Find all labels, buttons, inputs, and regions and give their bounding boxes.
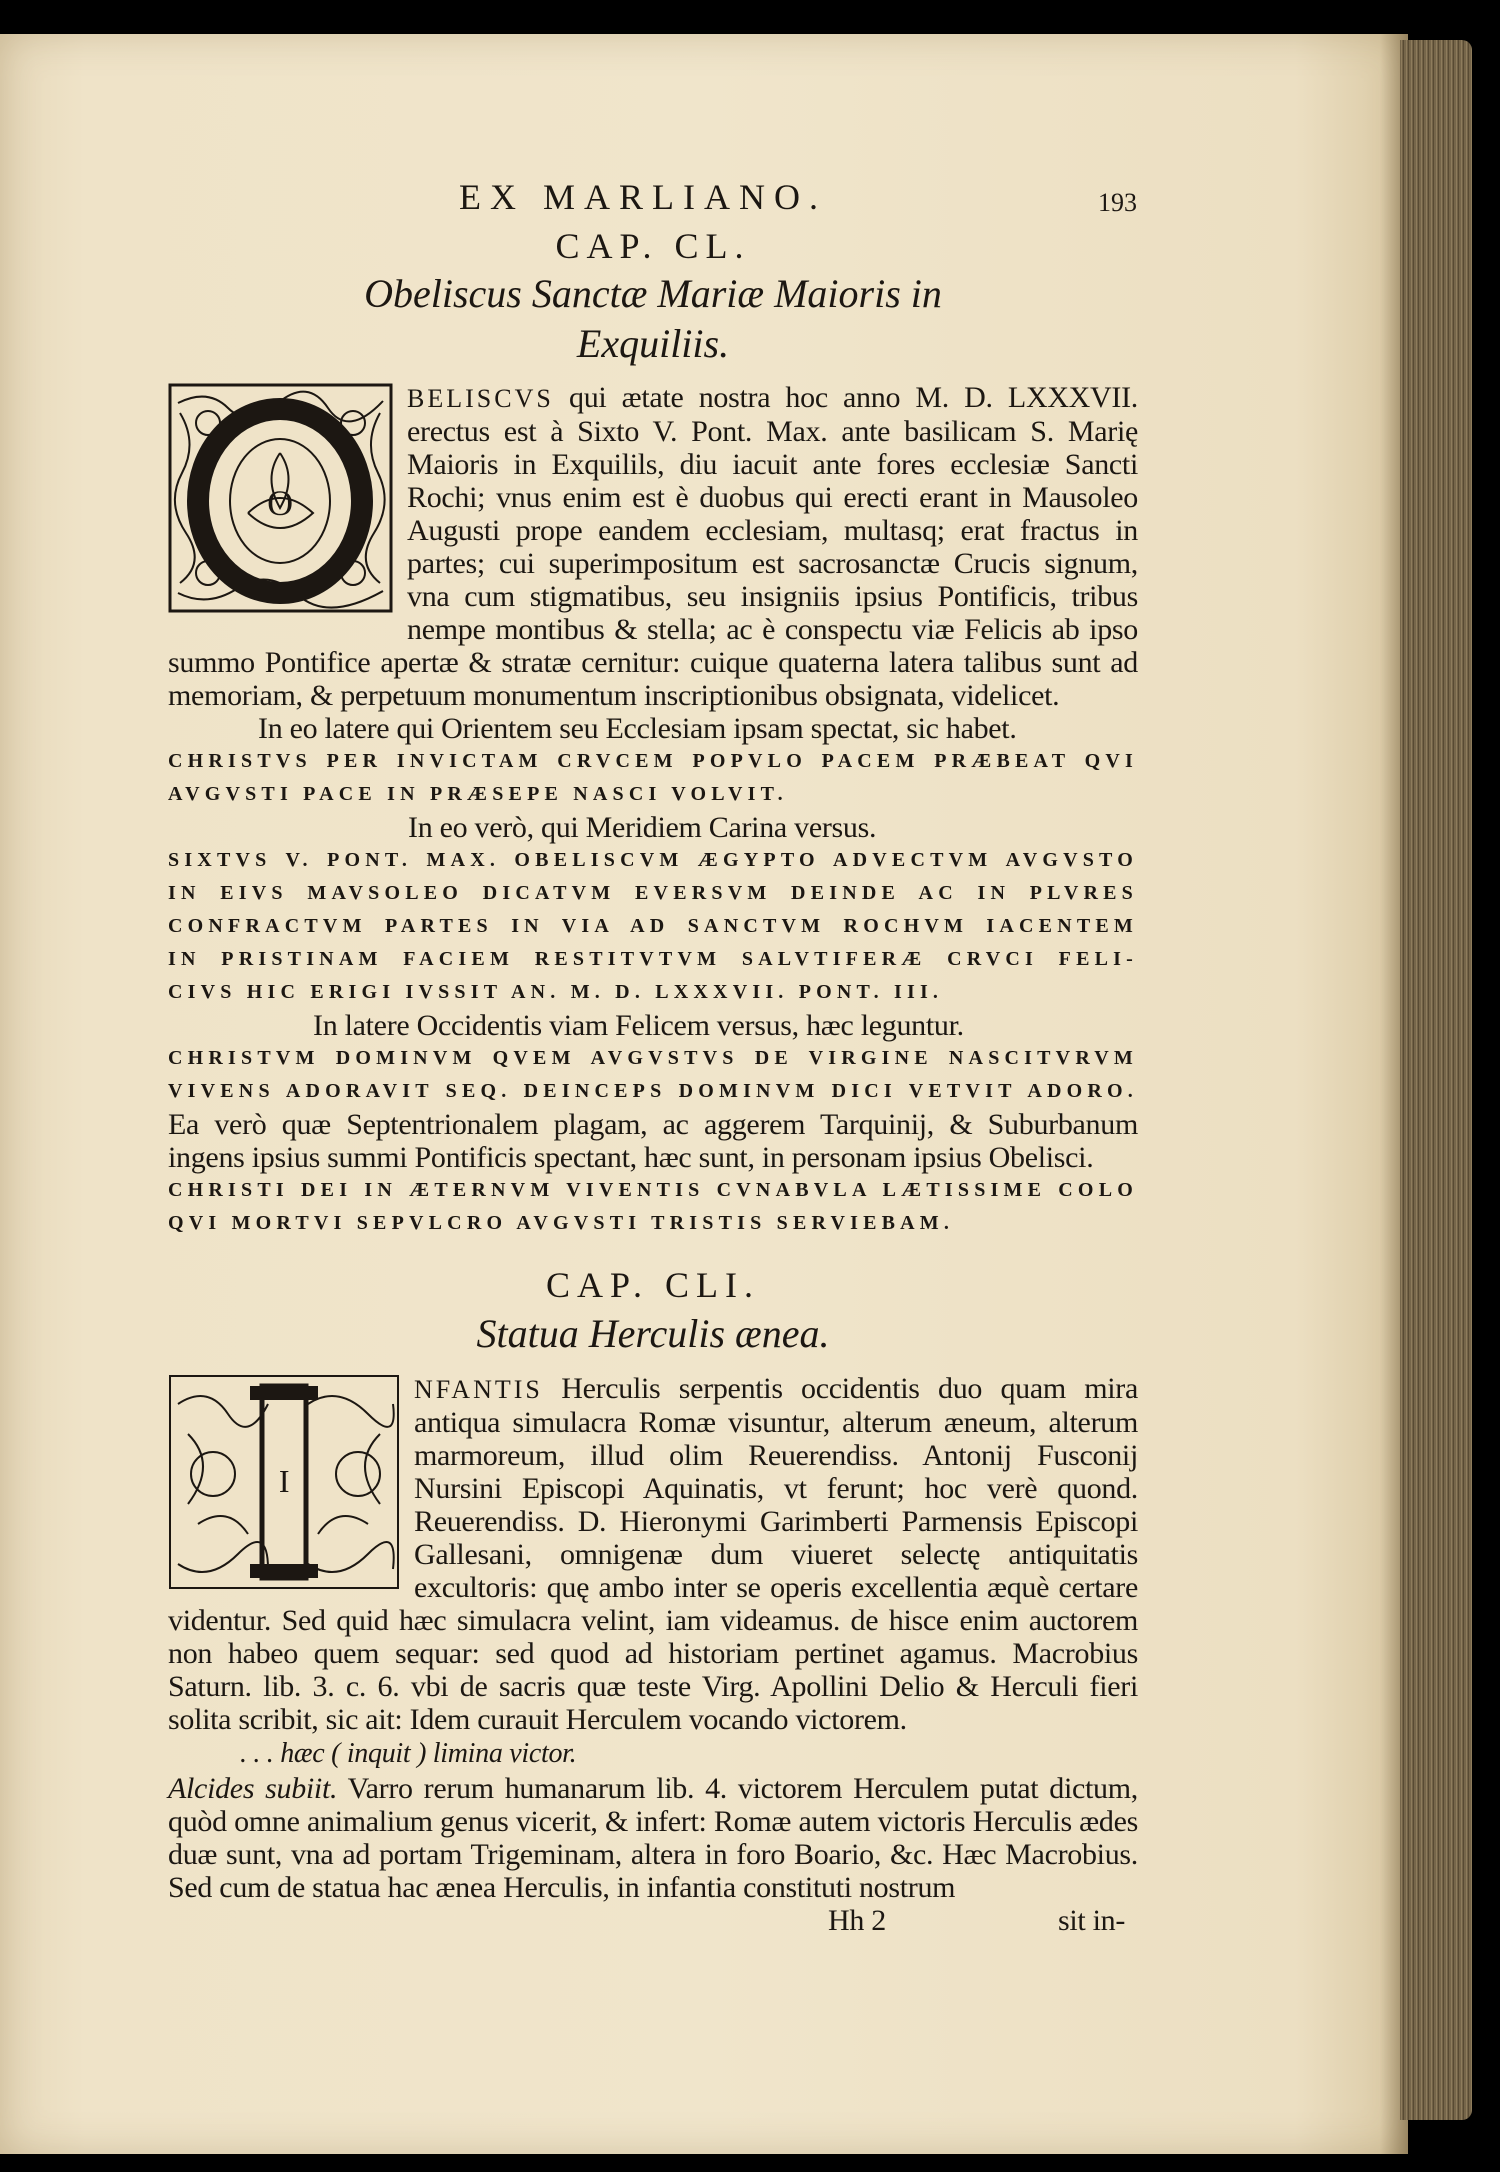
chapter-heading: CAP. CL. <box>555 226 751 266</box>
page-number: 193 <box>1098 188 1137 217</box>
decorated-initial-o <box>168 383 393 613</box>
inscription-line: VIVENS ADORAVIT SEQ. DEINCEPS DOMINVM DICI VETVIT ADORO. <box>168 1080 1138 1102</box>
svg-text:O: O <box>267 483 293 523</box>
inscription-line: CHRISTVS PER INVICTAM CRVCEM POPVLO PACEM PRÆBEAT QVI <box>168 750 1138 772</box>
lead-word: NFANTIS <box>414 1375 543 1404</box>
inscription-line: CIVS HIC ERIGI IVSSIT AN. M. D. LXXXVII. PONT. III. <box>168 981 944 1003</box>
chapter-body <box>168 1372 1138 1938</box>
inscription-intro: In latere Occidentis viam Felicem versus, hæc leguntur. <box>313 1009 964 1042</box>
signature-mark: Hh 2 <box>828 1904 886 1937</box>
catchword: sit in- <box>1058 1904 1126 1937</box>
inscription-line: CONFRACTVM PARTES IN VIA AD SANCTVM ROCHVM IACENTEM <box>168 915 1138 937</box>
svg-text:I: I <box>278 1463 290 1499</box>
verse-quote: . . . hæc ( inquit ) limina victor. <box>240 1738 577 1769</box>
chapter-title: Obeliscus Sanctæ Mariæ Maioris in Exquiliis. <box>364 271 942 366</box>
inscription-line: AVGVSTI PACE IN PRÆSEPE NASCI VOLVIT. <box>168 783 788 805</box>
inscription-intro: Ea verò quæ Septentrionalem plagam, ac aggerem Tarquinij, & Suburbanum ingens ipsius summi Pontificis spectant, hæc sunt, in personam ipsius Obelisci. <box>168 1108 1138 1174</box>
lead-word: BELISCVS <box>407 384 554 413</box>
inscription-intro: In eo latere qui Orientem seu Ecclesiam ipsam spectat, sic habet. <box>258 712 1017 745</box>
paragraph-text: qui ætate nostra hoc anno M. D. LXXXVII. erectus est à Sixto V. Pont. Max. ante basilicam S. Marię Maioris in Exquilils, diu iacuit ante fores ecclesiæ Sancti Rochi; vnus enim est è duobus qui erecti erant in Mausoleo Augusti prope eandem ecclesiam, multasq; erat fractus in partes; cui superimpositum est sacrosanctæ Crucis signum, vna cum stigmatibus, seu insigniis ipsius Pontificis, tribus nempe montibus & stella; ac è conspectu viæ Felicis ab ipso summo Pontifice apertæ & stratæ cernitur: cuique quaterna latera talibus sunt ad memoriam, & perpetuum monumentum inscriptionibus obsignata, videlicet. <box>168 381 1138 712</box>
page-content <box>168 175 1138 1938</box>
verse-continuation: Alcides subiit. <box>168 1772 338 1805</box>
chapter-body <box>168 381 1138 1240</box>
inscription-intro: In eo verò, qui Meridiem Carina versus. <box>408 811 877 844</box>
paragraph <box>168 1772 1138 1904</box>
chapter-title: Statua Herculis ænea. <box>476 1311 830 1356</box>
inscription-line: CHRISTVM DOMINVM QVEM AVGVSTVS DE VIRGINE NASCITVRVM <box>168 1047 1138 1069</box>
running-head: EX MARLIANO. <box>459 177 827 217</box>
page-edges <box>1400 40 1472 2120</box>
inscription-line: IN PRISTINAM FACIEM RESTITVTVM SALVTIFERÆ CRVCI FELI- <box>168 948 1138 970</box>
chapter-heading: CAP. CLI. <box>545 1265 761 1305</box>
inscription-line: QVI MORTVI SEPVLCRO AVGVSTI TRISTIS SERVIEBAM. <box>168 1212 955 1234</box>
page-footer <box>168 1904 1138 1938</box>
inscription-line: IN EIVS MAVSOLEO DICATVM EVERSVM DEINDE AC IN PLVRES <box>168 882 1138 904</box>
decorated-initial-i <box>168 1374 400 1590</box>
paragraph-text: Varro rerum humanarum lib. 4. victorem Herculem putat dictum, quòd omne animalium genus vicerit, & infert: Romæ autem victoris Herculis ædes duæ sunt, vna ad portam Trigeminam, altera in foro Boario, &c. Hæc Macrobius. Sed cum de statua hac ænea Herculis, in infantia constituti nostrum <box>168 1772 1138 1904</box>
inscription-line: CHRISTI DEI IN ÆTERNVM VIVENTIS CVNABVLA LÆTISSIME COLO <box>168 1179 1138 1201</box>
inscription-line: SIXTVS V. PONT. MAX. OBELISCVM ÆGYPTO ADVECTVM AVGVSTO <box>168 849 1138 871</box>
paragraph-text: Herculis serpentis occidentis duo quam mira antiqua simulacra Romæ visuntur, alterum æneum, alterum marmoreum, illud olim Reuerendiss. Antonij Fusconij Nursini Episcopi Aquinatis, vt ferunt; hoc verè quond. Reuerendiss. D. Hieronymi Garimberti Parmensis Episcopi Gallesani, omnigenæ dum viueret selectę antiquitatis excultoris: quę ambo inter se operis excellentia æquè certare videntur. Sed quid hæc simulacra velint, iam videamus. de hisce enim auctorem non habeo quem sequar: sed quod ad historiam pertinet agamus. Macrobius Saturn. lib. 3. c. 6. vbi de sacris quæ teste Virg. Apollini Delio & Herculi fieri solita scribit, sic ait: Idem curauit Herculem vocando victorem. <box>168 1372 1139 1736</box>
